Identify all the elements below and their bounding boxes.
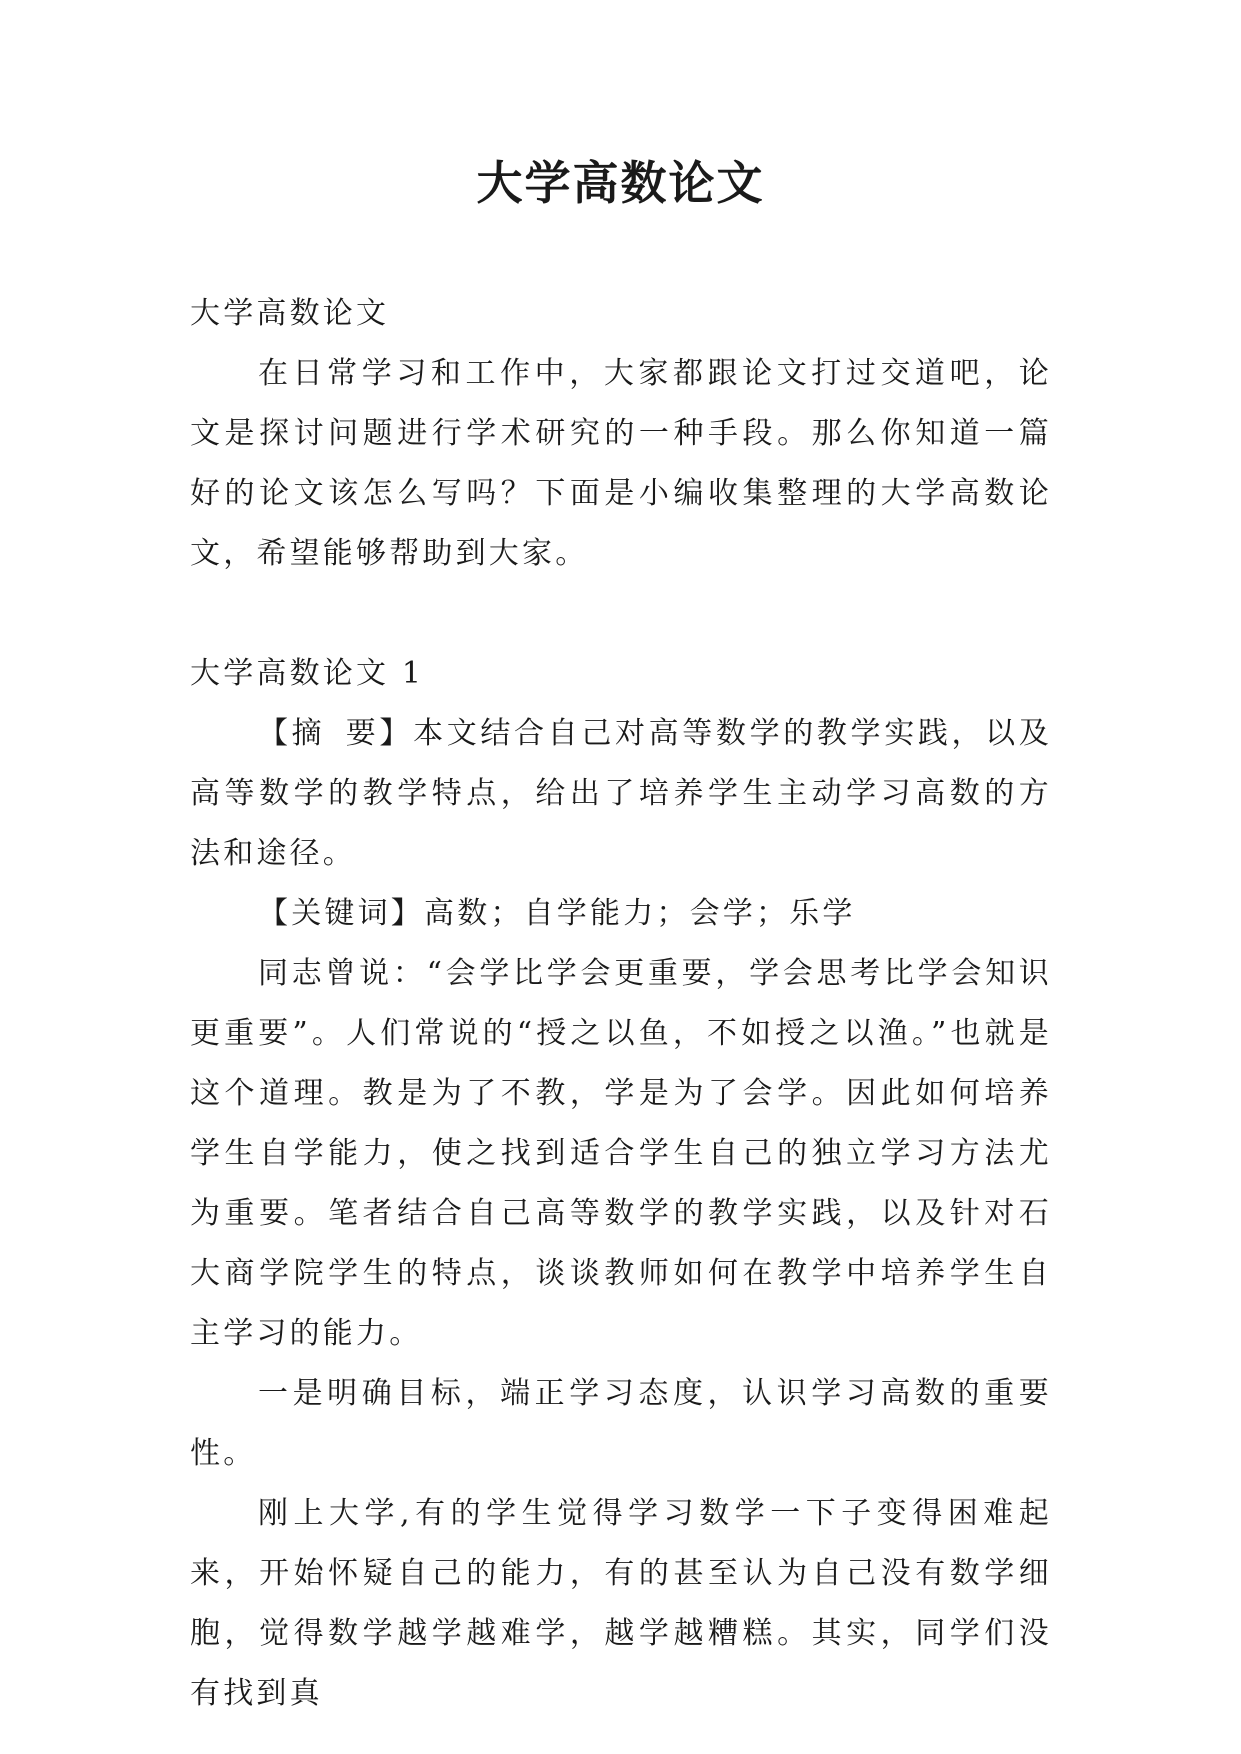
intro-heading: 大学高数论文 [190, 296, 390, 331]
intro-paragraph: 在日常学习和工作中，大家都跟论文打过交道吧，论文是探讨问题进行学术研究的一种手段。那么你知道一篇好的论文该怎么写吗？下面是小编收集整理的大学高数论文，希望能够帮助到大家。 [190, 356, 1052, 571]
body-paragraph-2: 刚上大学,有的学生觉得学习数学一下子变得困难起来，开始怀疑自己的能力，有的甚至认为自己没有数学细胞，觉得数学越学越难学，越学越糟糕。其实，同学们没有找到真 [190, 1496, 1052, 1711]
document-title: 大学高数论文 [476, 156, 765, 210]
abstract-label-start: 【摘 [258, 716, 326, 751]
section-heading: 大学高数论文 1 [190, 656, 425, 691]
body-paragraph-1: 同志曾说：“会学比学会更重要，学会思考比学会知识更重要”。人们常说的“授之以鱼，不如授之以渔。”也就是这个道理。教是为了不教，学是为了会学。因此如何培养学生自学能力，使之找到适合学生自己的独立学习方法尤为重要。笔者结合自己高等数学的教学实践，以及针对石大商学院学生的特点，谈谈教师如何在教学中培养学生自主学习的能力。 [190, 956, 1052, 1351]
abstract-paragraph [190, 704, 1052, 884]
keywords-paragraph: 【关键词】高数；自学能力；会学；乐学 [258, 896, 856, 931]
abstract-label-end: 要】 [345, 716, 414, 751]
abstract-text: 本文结合自己对高等数学的教学实践，以及高等数学的教学特点，给出了培养学生主动学习高数的方法和途径。 [190, 716, 1052, 871]
document-body [190, 284, 1052, 1724]
point-1: 一是明确目标，端正学习态度，认识学习高数的重要性。 [190, 1376, 1052, 1471]
